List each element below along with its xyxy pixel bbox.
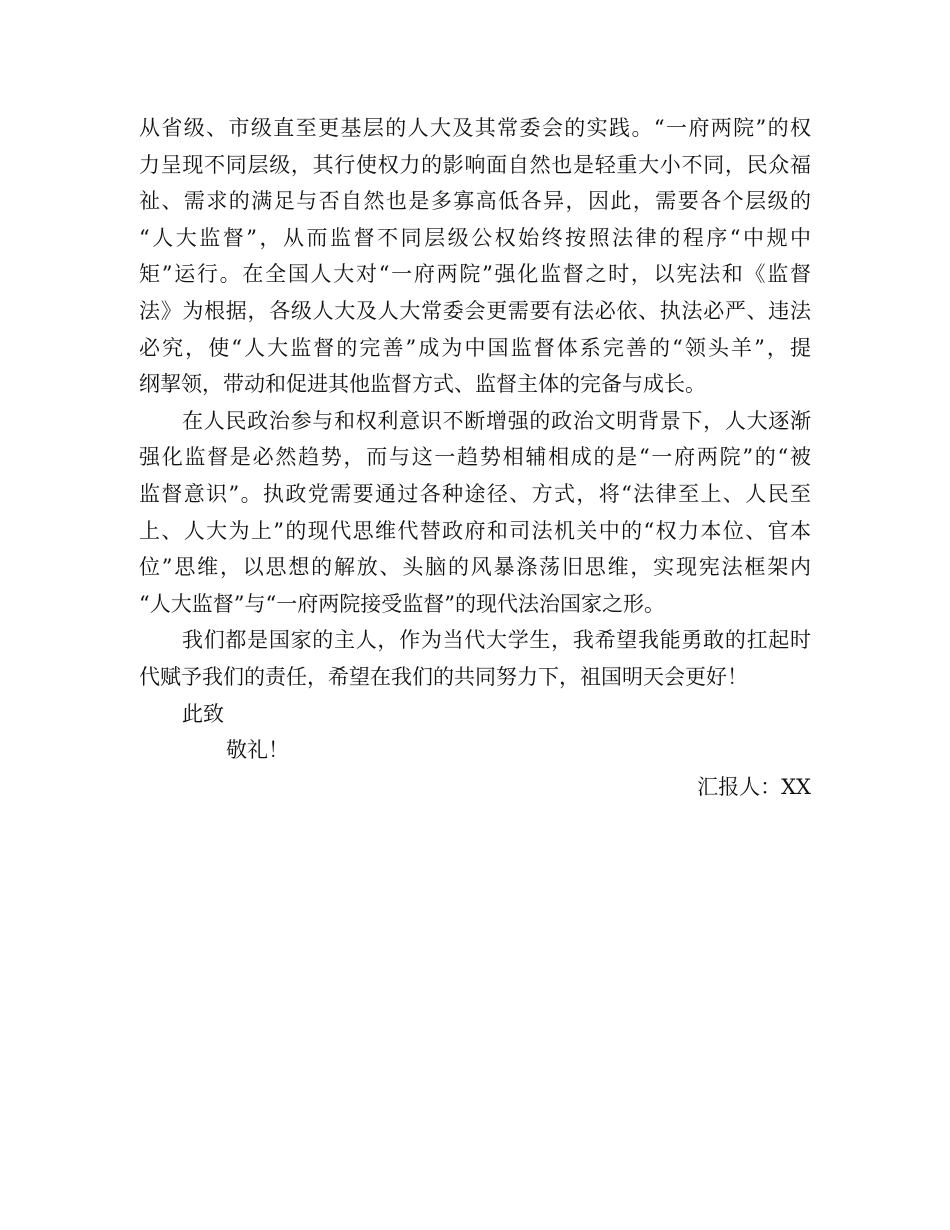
text-line: 位”思维，以思想的解放、头脑的风暴涤荡旧思维，实现宪法框架内 bbox=[139, 555, 811, 580]
text-line: 代赋予我们的责任，希望在我们的共同努力下，祖国明天会更好！ bbox=[139, 664, 748, 689]
text-line: 祉、需求的满足与否自然也是多寡高低各异，因此，需要各个层级的 bbox=[139, 189, 811, 214]
text-line: 强化监督是必然趋势，而与这一趋势相辅相成的是“一府两院”的“被 bbox=[139, 445, 811, 470]
document-body bbox=[139, 110, 811, 805]
salutation: 敬礼！ bbox=[226, 738, 289, 763]
signature-line: 汇报人：XX bbox=[697, 774, 811, 799]
text-line: 从省级、市级直至更基层的人大及其常委会的实践。“一府两院”的权 bbox=[139, 116, 811, 140]
text-line: 上、人大为上”的现代思维代替政府和司法机关中的“权力本位、官本 bbox=[139, 518, 811, 543]
text-line: 法》为根据，各级人大及人大常委会更需要有法必依、执法必严、违法 bbox=[139, 298, 811, 323]
text-line: “人大监督”与“一府两院接受监督”的现代法治国家之形。 bbox=[139, 591, 665, 616]
text-line: 力呈现不同层级，其行使权力的影响面自然也是轻重大小不同，民众福 bbox=[139, 152, 811, 177]
text-line: 必究，使“人大监督的完善”成为中国监督体系完善的“领头羊”，提 bbox=[139, 335, 811, 360]
text-line: “人大监督”，从而监督不同层级公权始终按照法律的程序“中规中 bbox=[139, 225, 811, 250]
text-line: 在人民政治参与和权利意识不断增强的政治文明背景下，人大逐渐 bbox=[182, 408, 811, 433]
text-line: 矩”运行。在全国人大对“一府两院”强化监督之时，以宪法和《监督 bbox=[139, 262, 811, 287]
text-line: 纲挈领，带动和促进其他监督方式、监督主体的完备与成长。 bbox=[139, 372, 706, 397]
text-line: 监督意识”。执政党需要通过各种途径、方式，将“法律至上、人民至 bbox=[139, 481, 811, 506]
text-line: 我们都是国家的主人，作为当代大学生，我希望我能勇敢的扛起时 bbox=[182, 628, 811, 653]
closing-phrase: 此致 bbox=[182, 701, 224, 726]
